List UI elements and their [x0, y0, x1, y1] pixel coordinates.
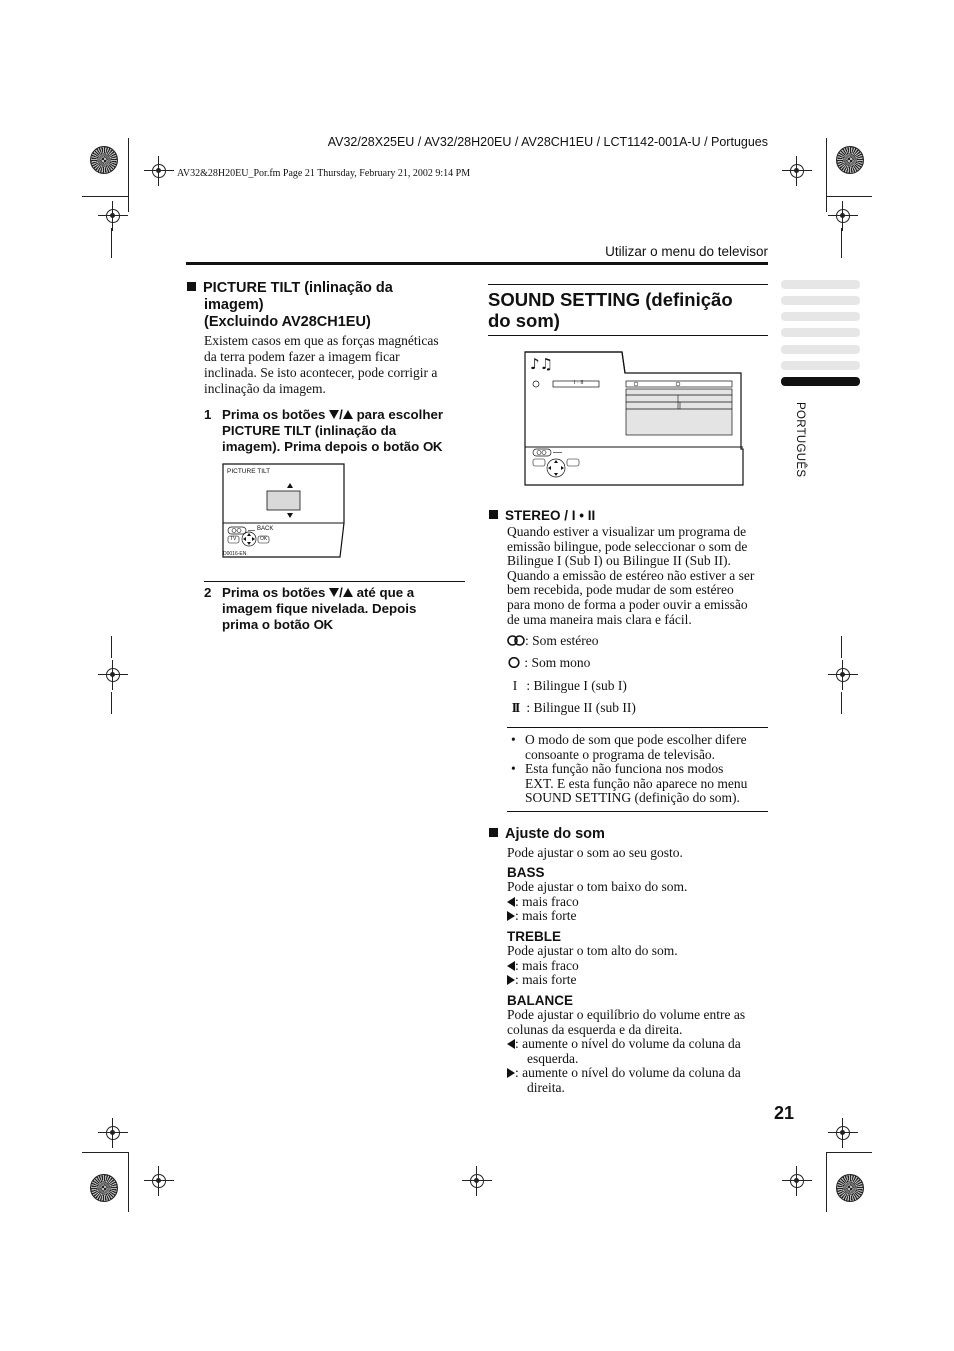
crosshair-mark: [782, 1166, 812, 1196]
color-wheel-mark: [836, 146, 864, 174]
stereo-description: Quando estiver a visualizar um programa de emissão bilingue, pode seleccionar o som de Bilingue I (Sub I) ou Bilingue II (Sub II). Quando a emissão de estéreo não estiver a ser bem recebida, pode mudar de som estéreo para mono de forma a poder ouvir a emissão de uma maneira mais clara e fácil.: [507, 524, 755, 627]
crosshair-mark: [828, 201, 858, 231]
crosshair-mark: [144, 156, 174, 186]
right-arrow-icon: [507, 911, 515, 921]
legend-stereo: : Som estéreo: [507, 633, 599, 649]
balance-text: Pode ajustar o equilíbrio do volume entre as colunas da esquerda e da direita. : aumente o nível do volume da coluna da esquerda. : aumente o nível do volume da coluna da direita.: [507, 1007, 746, 1095]
screen-ok-label: OK: [260, 536, 268, 542]
crosshair-mark: [98, 1118, 128, 1148]
up-arrow-icon: [343, 410, 353, 419]
down-arrow-icon: [329, 588, 339, 597]
screen-tv-label: TV: [230, 536, 237, 542]
ok-button-glyph: OK: [313, 617, 333, 632]
picture-tilt-intro: Existem casos em que as forças magnéticas da terra podem fazer a imagem ficar inclinada. Se isto acontecer, pode corrigir a inclinação da imagem.: [204, 333, 439, 396]
notes-rule-top: [507, 727, 768, 728]
stereo-heading: STEREO / I • II: [489, 508, 595, 523]
color-wheel-mark: [836, 1174, 864, 1202]
language-tab: PORTUGUÊS: [794, 402, 806, 478]
screen-back-label: BACK: [257, 526, 274, 532]
left-arrow-icon: [507, 961, 515, 971]
step-divider: [204, 581, 465, 582]
ok-button-glyph: OK: [422, 439, 442, 454]
picture-tilt-screen: [222, 463, 346, 559]
crosshair-mark: [462, 1166, 492, 1196]
square-bullet-icon: [489, 828, 498, 837]
square-bullet-icon: [187, 282, 196, 291]
model-line: AV32/28X25EU / AV32/28H20EU / AV28CH1EU / LCT1142-001A-U / Portugues: [327, 135, 768, 149]
sound-setting-title: SOUND SETTING (definição do som): [488, 289, 733, 331]
sound-title-rule-bottom: [488, 335, 768, 336]
screen-code: D0016-EN: [223, 551, 247, 557]
treble-text: Pode ajustar o tom alto do som. : mais fraco : mais forte: [507, 943, 678, 988]
crosshair-mark: [782, 156, 812, 186]
legend-sub1: I : Bilingue I (sub I): [512, 678, 627, 693]
color-wheel-mark: [90, 1174, 118, 1202]
treble-heading: TREBLE: [507, 929, 561, 944]
legend-mono: : Som mono: [507, 655, 590, 671]
note-item: • O modo de som que pode escolher difere consoante o programa de televisão.: [507, 733, 772, 762]
mono-icon: [507, 657, 521, 668]
step-2: 2: [204, 585, 212, 600]
crosshair-mark: [144, 1166, 174, 1196]
note-item: • Esta função não funciona nos modos EXT. E esta função não aparece no menu SOUND SETTING (definição do som).: [507, 762, 772, 806]
stereo-icon: [507, 635, 525, 646]
sound-setting-screen: [524, 351, 744, 487]
step-1-text: Prima os botões / para escolher PICTURE TILT (inlinação da imagem). Prima depois o botão OK: [222, 407, 444, 454]
crosshair-mark: [828, 1118, 858, 1148]
square-bullet-icon: [489, 510, 498, 519]
step-1: 1: [204, 407, 212, 422]
adjust-text: Pode ajustar o som ao seu gosto.: [507, 845, 683, 860]
legend-sub2: II : Bilingue II (sub II): [511, 700, 636, 715]
file-info: AV32&28H20EU_Por.fm Page 21 Thursday, February 21, 2002 9:14 PM: [177, 168, 471, 179]
balance-heading: BALANCE: [507, 993, 573, 1008]
crosshair-mark: [98, 660, 128, 690]
right-arrow-icon: [507, 1068, 515, 1078]
adjust-heading: Ajuste do som: [489, 826, 605, 842]
page-number: 21: [774, 1103, 795, 1123]
notes-list: [507, 733, 772, 806]
bass-text: Pode ajustar o tom baixo do som. : mais fraco : mais forte: [507, 879, 688, 924]
crosshair-mark: [98, 201, 128, 231]
right-arrow-icon: [507, 975, 515, 985]
bass-heading: BASS: [507, 865, 545, 880]
picture-tilt-title: PICTURE TILT (inlinação da imagem) (Excluindo AV28CH1EU): [187, 280, 393, 331]
left-arrow-icon: [507, 1039, 515, 1049]
step-2-text: Prima os botões / até que a imagem fique nivelada. Depois prima o botão OK: [222, 585, 417, 632]
down-arrow-icon: [329, 410, 339, 419]
screen-title: PICTURE TILT: [227, 468, 271, 475]
header-rule: [186, 262, 768, 265]
menu-value: I · II: [574, 380, 584, 386]
section-title: Utilizar o menu do televisor: [605, 244, 768, 259]
left-arrow-icon: [507, 897, 515, 907]
crosshair-mark: [828, 660, 858, 690]
sound-title-rule-top: [488, 284, 768, 285]
up-arrow-icon: [343, 588, 353, 597]
notes-rule-bottom: [507, 811, 768, 812]
svg-text:♪♫: ♪♫: [530, 355, 554, 373]
color-wheel-mark: [90, 146, 118, 174]
